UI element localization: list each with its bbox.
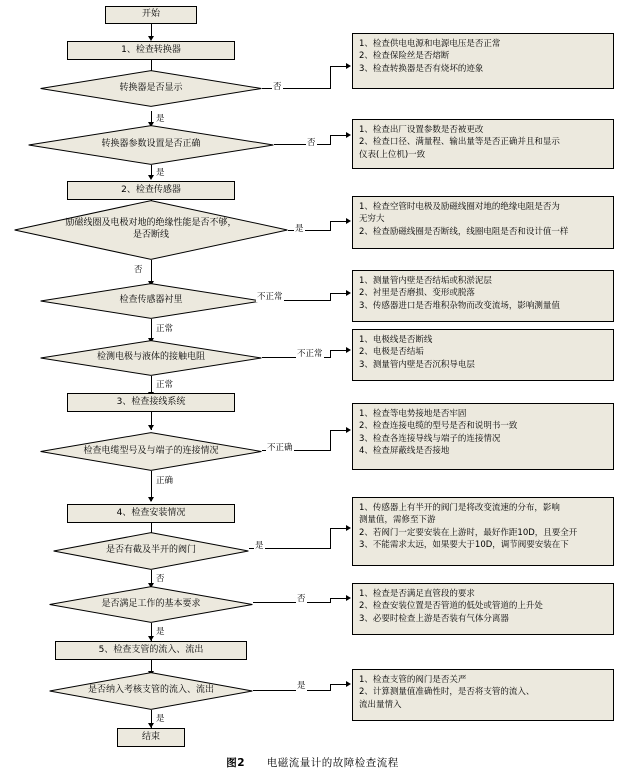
decision-converter-params bbox=[28, 125, 274, 165]
connector bbox=[330, 528, 347, 529]
edge-label-no-3: 否 bbox=[134, 265, 143, 275]
connector bbox=[330, 350, 347, 351]
connector bbox=[330, 430, 331, 451]
edge-label-no-2: 否 bbox=[307, 138, 316, 148]
figure-title: 电磁流量计的故障检查流程 bbox=[266, 757, 399, 769]
decision-label: 检查传感器衬里 bbox=[119, 295, 183, 306]
connector bbox=[330, 293, 347, 294]
note-line: 1、检查等电势接地是否牢固 bbox=[359, 409, 467, 419]
arrow bbox=[148, 425, 154, 430]
connector bbox=[330, 221, 331, 231]
decision-label: 是否纳入考核支管的流入、流出 bbox=[87, 685, 214, 696]
note-box-2 bbox=[352, 119, 614, 169]
figure-number: 图2 bbox=[226, 757, 246, 769]
note-line: 2、检查口径、满量程、输出量等是否正确并且和显示 bbox=[359, 137, 560, 148]
edge-label-normal-2: 正常 bbox=[156, 380, 174, 390]
connector bbox=[330, 293, 331, 301]
decision-label: 检查电缆型号及与端子的连接情况 bbox=[83, 445, 219, 456]
note-box-9 bbox=[352, 669, 614, 721]
arrow bbox=[346, 427, 351, 433]
edge-label-yes-1: 是 bbox=[156, 114, 165, 124]
note-line: 2、电极是否结垢 bbox=[359, 347, 424, 358]
note-line: 2、检查连接电缆的型号是否和说明书一致 bbox=[359, 421, 518, 432]
arrow bbox=[148, 497, 154, 502]
edge-label-normal-1: 正常 bbox=[156, 324, 174, 334]
note-line: 3、测量管内壁是否沉积导电层 bbox=[359, 359, 475, 370]
decision-basic-requirements bbox=[49, 586, 253, 623]
note-box-1 bbox=[352, 33, 614, 89]
edge-label-yes-3: 是 bbox=[295, 224, 304, 234]
decision-label: 转换器参数设置是否正确 bbox=[101, 139, 201, 150]
arrow bbox=[346, 347, 351, 353]
arrow bbox=[148, 175, 154, 180]
decision-label: 转换器是否显示 bbox=[119, 82, 183, 93]
note-line: 1、传感器上有半开的阀门是将改变流速的分布，影响 bbox=[359, 503, 560, 513]
connector bbox=[274, 144, 330, 145]
note-line: 2、检查保险丝是否熔断 bbox=[359, 51, 450, 62]
edge-label-no-4: 否 bbox=[156, 574, 165, 584]
arrow bbox=[346, 63, 351, 69]
edge-label-yes-4: 是 bbox=[255, 541, 264, 551]
connector bbox=[330, 598, 347, 599]
decision-electrode-contact-resistance bbox=[40, 340, 262, 376]
note-box-4 bbox=[352, 270, 614, 322]
decision-converter-display bbox=[40, 70, 262, 107]
note-box-5 bbox=[352, 329, 614, 381]
note-line: 1、检查空管时电极及励磁线圈对地的绝缘电阻是否为 bbox=[359, 202, 560, 212]
edge-label-no-1: 否 bbox=[273, 82, 282, 92]
arrow bbox=[346, 525, 351, 531]
connector bbox=[330, 528, 331, 549]
note-line: 3、不能需求太远，如果要大于10D，调节阀要安装在下 bbox=[359, 539, 569, 550]
connector bbox=[330, 684, 347, 685]
note-box-6 bbox=[352, 403, 614, 470]
note-line: 流出量情入 bbox=[359, 699, 402, 710]
edge-label-abnormal-1: 不正常 bbox=[257, 292, 283, 302]
note-line: 3、必要时检查上游是否装有气体分离器 bbox=[359, 613, 509, 624]
note-line: 1、测量管内壁是否结垢或积淤泥层 bbox=[359, 276, 492, 286]
decision-label: 是否有截及半开的阀门 bbox=[105, 545, 196, 556]
edge-label-incorrect: 不正确 bbox=[267, 443, 293, 453]
decision-branch-flow bbox=[49, 672, 253, 710]
connector bbox=[253, 602, 330, 603]
note-box-3 bbox=[352, 196, 614, 249]
note-line: 无穷大 bbox=[359, 214, 385, 225]
edge-label-yes-2: 是 bbox=[156, 168, 165, 178]
edge-label-no-5: 否 bbox=[297, 594, 306, 604]
note-line: 1、电极线是否断线 bbox=[359, 335, 433, 345]
connector bbox=[330, 221, 347, 222]
arrow bbox=[346, 218, 351, 224]
note-line: 仪表(上位机)一致 bbox=[359, 149, 426, 160]
edge-label-correct: 正确 bbox=[156, 476, 174, 486]
connector bbox=[330, 350, 331, 358]
note-line: 1、检查出厂设置参数是否被更改 bbox=[359, 125, 484, 135]
decision-label: 是否满足工作的基本要求 bbox=[101, 598, 201, 609]
note-line: 2、计算测量值准确性时，是否将支管的流入、 bbox=[359, 687, 535, 698]
arrow bbox=[346, 681, 351, 687]
decision-sensor-liner bbox=[40, 283, 262, 319]
node-step-3: 3、检查接线系统 bbox=[67, 393, 235, 412]
note-box-7 bbox=[352, 497, 614, 566]
connector bbox=[330, 684, 331, 691]
note-line: 1、检查是否满足直管段的要求 bbox=[359, 589, 475, 599]
note-line: 3、检查各连接导线与端子的连接情况 bbox=[359, 433, 501, 444]
figure-caption bbox=[0, 755, 625, 770]
arrow bbox=[346, 290, 351, 296]
node-start: 开始 bbox=[105, 6, 197, 24]
node-step-4: 4、检查安装情况 bbox=[67, 504, 235, 523]
decision-label: 励磁线圈及电极对地的绝缘性能是否不够，是否断线 bbox=[65, 218, 237, 240]
note-line: 3、传感器进口是否堆积杂物而改变流场，影响测量值 bbox=[359, 300, 560, 311]
node-end: 结束 bbox=[117, 728, 185, 747]
connector bbox=[330, 66, 347, 67]
connector bbox=[330, 135, 331, 145]
note-line: 1、检查支管的阀门是否关严 bbox=[359, 675, 467, 685]
decision-coil-insulation bbox=[14, 200, 288, 260]
note-line: 测量值，需修至下游 bbox=[359, 515, 436, 526]
connector bbox=[330, 430, 347, 431]
edge-label-abnormal-2: 不正常 bbox=[297, 349, 323, 359]
decision-label: 检测电极与液体的接触电阻 bbox=[96, 352, 205, 363]
connector bbox=[253, 690, 330, 691]
note-line: 3、检查转换器是否有烧坏的迹象 bbox=[359, 63, 484, 74]
note-line: 2、检查安装位置是否管道的低处或管道的上升处 bbox=[359, 601, 543, 612]
node-step-5: 5、检查支管的流入、流出 bbox=[55, 641, 247, 660]
arrow bbox=[346, 132, 351, 138]
note-line: 2、检查励磁线圈是否断线，线圈电阻是否和设计值一样 bbox=[359, 226, 569, 237]
note-box-8 bbox=[352, 583, 614, 635]
node-step-1: 1、检查转换器 bbox=[67, 41, 235, 60]
connector bbox=[330, 66, 331, 89]
node-step-2: 2、检查传感器 bbox=[67, 181, 235, 200]
note-line: 4、检查屏蔽线是否接地 bbox=[359, 445, 450, 456]
edge-label-yes-7: 是 bbox=[156, 714, 165, 724]
note-line: 2、若阀门一定要安装在上游时，最好作距10D，且要全开 bbox=[359, 527, 578, 538]
arrow bbox=[346, 595, 351, 601]
decision-valve-half-open bbox=[53, 532, 249, 570]
decision-cable-connection bbox=[40, 432, 262, 471]
note-line: 1、检查供电电源和电源电压是否正常 bbox=[359, 39, 501, 49]
connector bbox=[330, 135, 347, 136]
edge-label-yes-5: 是 bbox=[156, 627, 165, 637]
note-line: 2、衬里是否磨损、变形或脱落 bbox=[359, 288, 475, 299]
edge-label-yes-6: 是 bbox=[297, 681, 306, 691]
